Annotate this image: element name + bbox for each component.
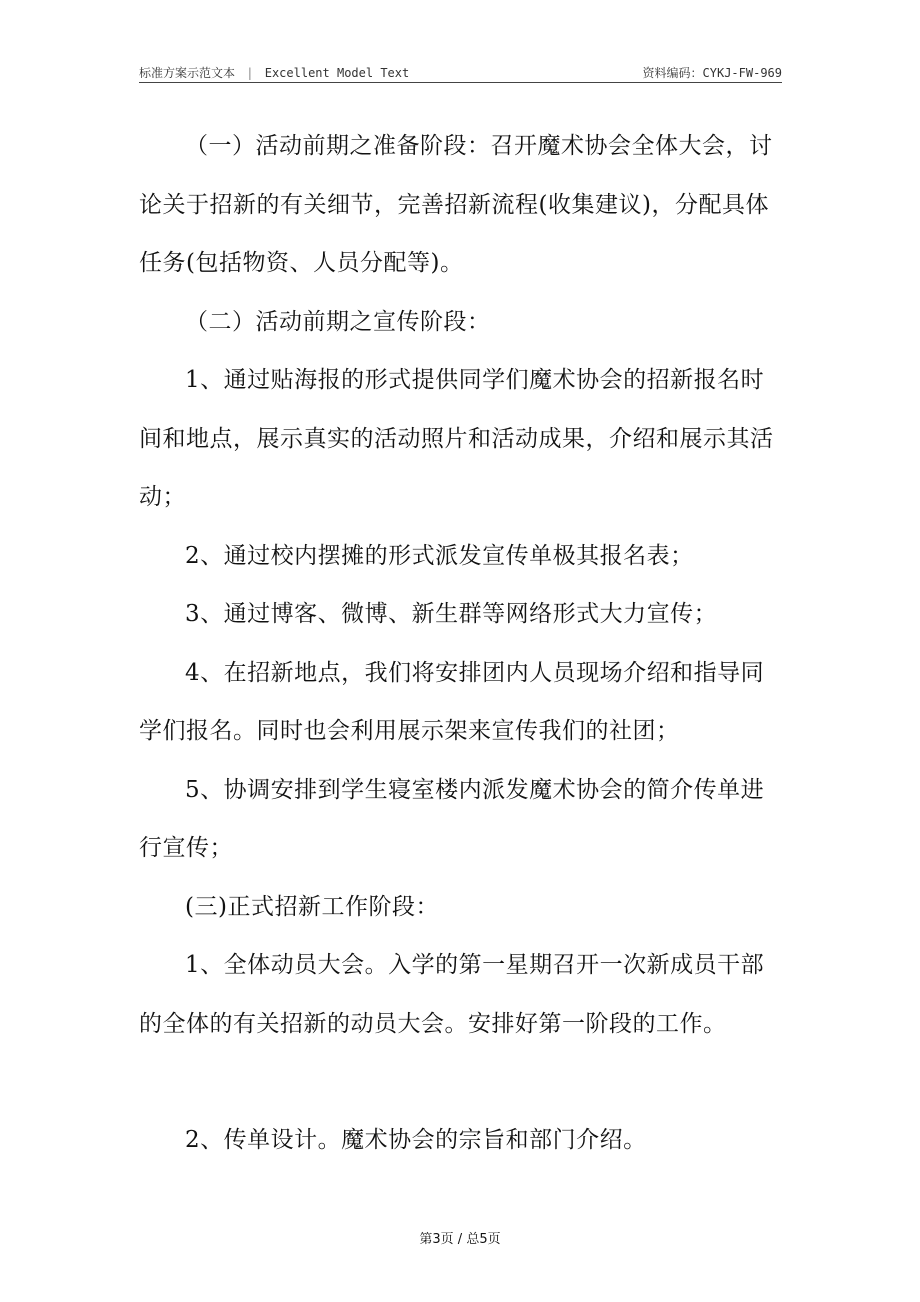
paragraph-item-posters: 1、通过贴海报的形式提供同学们魔术协会的招新报名时间和地点，展示真实的活动照片和活动成果，介绍和展示其活动； — [139, 367, 774, 510]
paragraph-item-stalls: 2、通过校内摆摊的形式派发宣传单极其报名表； — [185, 542, 694, 569]
paragraph-publicity-heading: （二）活动前期之宣传阶段： — [185, 308, 491, 335]
document-body — [139, 117, 784, 1170]
header-title-en: Excellent Model Text — [264, 66, 410, 80]
paragraph-recruit-heading: (三)正式招新工作阶段： — [185, 893, 439, 920]
page-header — [139, 62, 782, 83]
header-title-cn: 标准方案示范文本 — [139, 66, 236, 80]
header-left — [139, 64, 409, 81]
page-number: 第3页 / 总5页 — [419, 1232, 501, 1247]
paragraph-item-flyer: 2、传单设计。魔术协会的宗旨和部门介绍。 — [185, 1127, 647, 1153]
header-separator: | — [246, 66, 254, 80]
paragraph-prep-stage: （一）活动前期之准备阶段：召开魔术协会全体大会，讨论关于招新的有关细节，完善招新流程(收集建议)，分配具体任务(包括物资、人员分配等)。 — [139, 133, 773, 276]
document-code: 资料编码：CYKJ-FW-969 — [642, 66, 782, 80]
paragraph-item-onsite: 4、在招新地点，我们将安排团内人员现场介绍和指导同学们报名。同时也会利用展示架来宣传我们的社团； — [139, 659, 765, 744]
paragraph-gap — [139, 1053, 784, 1111]
paragraph-item-online: 3、通过博客、微博、新生群等网络形式大力宣传； — [185, 601, 718, 627]
paragraph-item-mobilization: 1、全体动员大会。入学的第一星期召开一次新成员干部的全体的有关招新的动员大会。安排好第一阶段的工作。 — [139, 952, 765, 1037]
paragraph-item-dorms: 5、协调安排到学生寝室楼内派发魔术协会的简介传单进行宣传； — [139, 776, 765, 861]
